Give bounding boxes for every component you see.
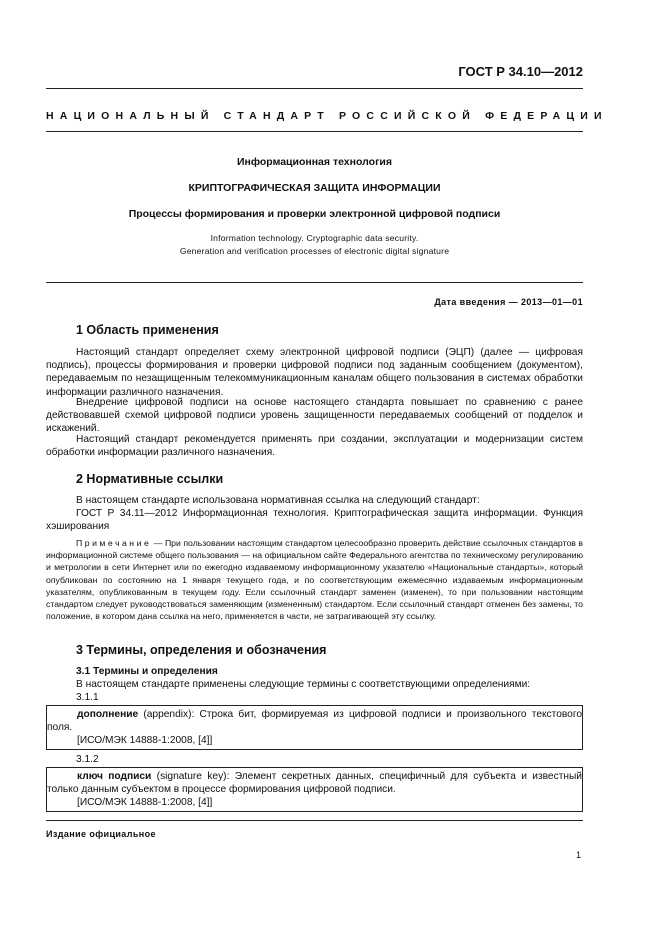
- top-rule: [46, 88, 583, 89]
- term-2-number: 3.1.2: [76, 754, 99, 765]
- section-2-note: Примечание — При пользовании настоящим стандартом целесообразно проверить действие ссылочных стандартов в информационной системе общего пользования — на официальном сайте Федерального агентства по техническому регулированию и метрологии в сети Интернет или по ежегодно издаваемому информационному указателю «Национальные стандарты», который опубликован по состоянию на 1 января текущего года, и по соответствующим ежемесячно издаваемым информационным указателям, опубликованным в текущем году. Если ссылочный стандарт заменен (изменен), то при пользовании настоящим стандартом следует руководствоваться заменяющим (измененным) стандартом. Если ссылочный стандарт отменен без замены, то положение, в котором дана ссылка на него, применяется в части, не затрагивающей эту ссылку.: [46, 538, 583, 622]
- title-line-3: Процессы формирования и проверки электронной цифровой подписи: [128, 208, 501, 220]
- page-number: 1: [575, 850, 581, 860]
- gost-number: ГОСТ Р 34.10—2012: [458, 64, 583, 79]
- english-title-line-1: Information technology. Cryptographic data security.: [210, 233, 419, 243]
- section-2-heading: 2 Нормативные ссылки: [76, 472, 224, 486]
- date-rule: [46, 282, 583, 283]
- english-title-line-2: Generation and verification processes of electronic digital signature: [179, 246, 450, 256]
- section-1-paragraph-3: Настоящий стандарт рекомендуется применять при создании, эксплуатации и модернизации систем обработки информации различного назначения.: [46, 434, 583, 459]
- term-1-definition: дополнение (appendix): Строка бит, формируемая из цифровой подписи и произвольного текстового поля.: [47, 709, 582, 734]
- term-2-definition: ключ подписи (signature key): Элемент секретных данных, специфичный для субъекта и известный только данным субъектом в процессе формирования цифровой подписи.: [47, 771, 582, 796]
- term-1-name: дополнение: [77, 709, 139, 720]
- introduction-date: Дата введения — 2013—01—01: [434, 297, 583, 307]
- term-2-box: [46, 767, 583, 812]
- term-1-box: [46, 705, 583, 750]
- title-line-1: Информационная технология: [236, 156, 393, 168]
- section-2-paragraph-1: В настоящем стандарте использована нормативная ссылка на следующий стандарт:: [76, 495, 480, 506]
- term-2-name: ключ подписи: [77, 771, 152, 782]
- section-1-paragraph-1: Настоящий стандарт определяет схему электронной цифровой подписи (ЭЦП) (далее — цифровая подпись), процессы формирования и проверки цифровой подписи под заданным сообщением (документом), передаваемым по незащищенным телекоммуникационным каналам общего пользования в системах обработки информации различного назначения.: [46, 347, 583, 398]
- note-label: Примечание: [76, 538, 152, 548]
- footer-rule: [46, 820, 583, 821]
- section-1-heading: 1 Область применения: [76, 323, 219, 337]
- section-1-paragraph-2: Внедрение цифровой подписи на основе настоящего стандарта повышает по сравнению с ранее действовавшей схемой цифровой подписи уровень защищенности передаваемых сообщений от подделок и искажений.: [46, 397, 583, 435]
- section-3-heading: 3 Термины, определения и обозначения: [76, 643, 327, 657]
- edition-label: Издание официальное: [46, 829, 156, 839]
- term-1-source: [ИСО/МЭК 14888-1:2008, [4]]: [77, 735, 213, 747]
- term-2-source: [ИСО/МЭК 14888-1:2008, [4]]: [77, 797, 213, 809]
- section-2-reference: ГОСТ Р 34.11—2012 Информационная технология. Криптографическая защита информации. Функция хэширования: [46, 508, 583, 533]
- banner-rule: [46, 131, 583, 132]
- title-line-2: КРИПТОГРАФИЧЕСКАЯ ЗАЩИТА ИНФОРМАЦИИ: [188, 182, 441, 194]
- term-1-number: 3.1.1: [76, 692, 99, 703]
- section-3-intro: В настоящем стандарте применены следующие термины с соответствующими определениями:: [76, 679, 531, 690]
- section-3-1-heading: 3.1 Термины и определения: [76, 666, 218, 677]
- national-standard-banner: НАЦИОНАЛЬНЫЙ СТАНДАРТ РОССИЙСКОЙ ФЕДЕРАЦИИ: [46, 110, 608, 122]
